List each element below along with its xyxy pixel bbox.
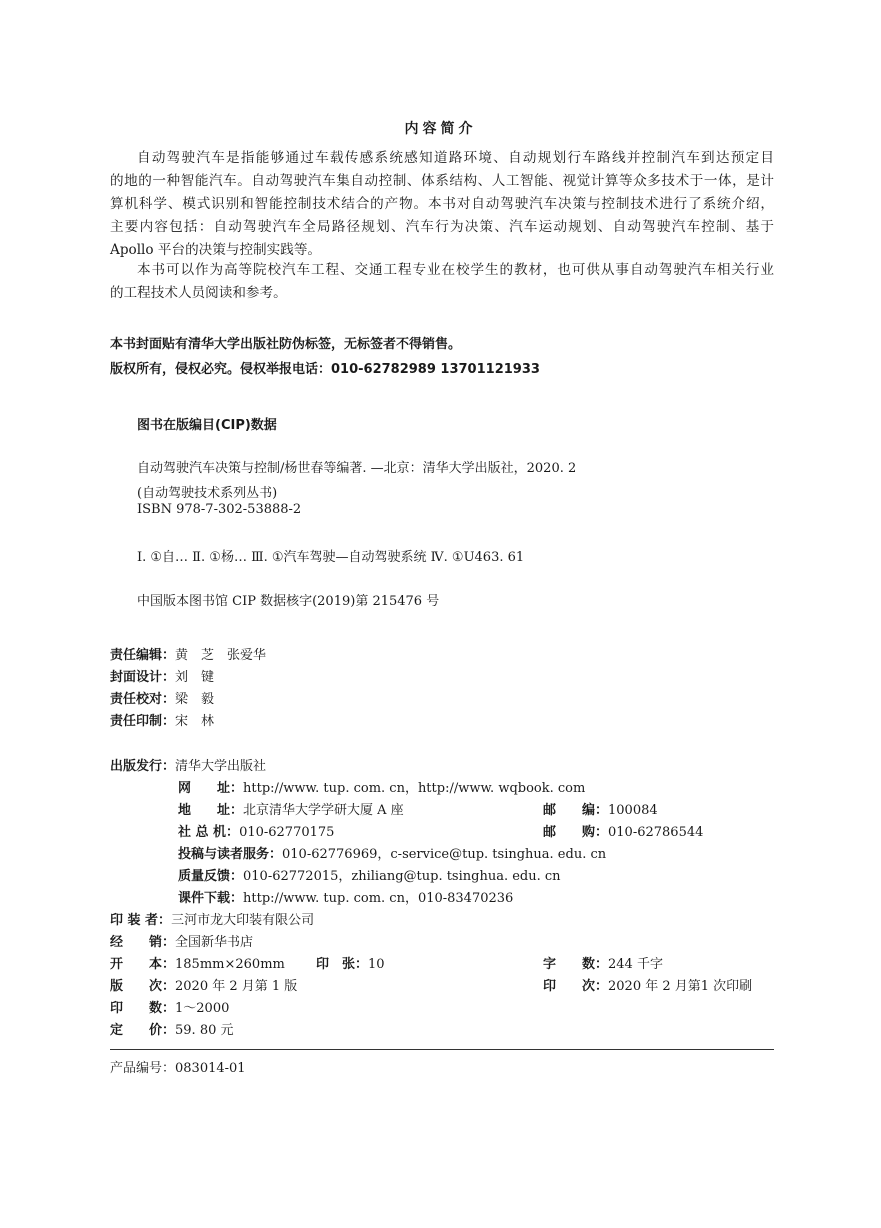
summary-line: 的地的一种智能汽车。自动驾驶汽车集自动控制、体系结构、人工智能、视觉计算等众多技术于一体，是计 [110,173,774,189]
submission-row [178,843,606,862]
publisher-name: 清华大学出版社 [175,759,267,774]
impression-value: 2020 年 2 月第1 次印刷 [608,979,753,994]
courseware-value: http://www. tup. com. cn，010-83470236 [243,891,514,906]
cip-heading: 图书在版编目(CIP)数据 [137,418,277,433]
product-code-value: 083014-01 [175,1061,246,1076]
printer-value: 三河市龙大印装有限公司 [171,913,315,928]
words-value: 244 千字 [608,957,663,972]
copyright-notice: 版权所有，侵权必究。侵权举报电话：010-62782989 13701121933 [110,362,540,377]
summary-line: Apollo 平台的决策与控制实践等。 [110,242,322,258]
summary-paragraph-1 [110,147,774,262]
credit-row [110,688,214,707]
postcode-label: 邮 编： [543,803,609,818]
feedback-value: 010-62772015，zhiliang@tup. tsinghua. edu. cn [243,869,561,884]
words-row [543,953,663,972]
address-label: 地 址： [178,803,244,818]
credit-value: 刘 键 [175,670,215,685]
credit-label: 封面设计： [110,670,176,685]
edition-value: 2020 年 2 月第 1 版 [175,979,298,994]
edition-label: 版 次： [110,979,176,994]
address-row [178,799,404,818]
format-value: 185mm×260mm [175,957,285,972]
cip-entry: 自动驾驶汽车决策与控制/杨世春等编著. —北京：清华大学出版社，2020. 2 [137,461,577,476]
summary-line: 本书可以作为高等院校汽车工程、交通工程专业在校学生的教材，也可供从事自动驾驶汽车相关行业 [137,262,774,278]
cip-isbn: ISBN 978-7-302-53888-2 [137,502,302,517]
feedback-row [178,865,561,884]
credit-row [110,644,266,663]
mail-order-value: 010-62786544 [608,825,704,840]
switchboard-value: 010-62770175 [239,825,335,840]
edition-row [110,975,297,994]
divider-line [110,1049,774,1050]
summary-line: 的工程技术人员阅读和参考。 [110,285,287,301]
address-value: 北京清华大学学研大厦 A 座 [243,803,404,818]
cip-library-record: 中国版本图书馆 CIP 数据核字(2019)第 215476 号 [137,594,440,609]
summary-line: 自动驾驶汽车是指能够通过车载传感系统感知道路环境、自动规划行车路线并控制汽车到达预定目 [137,150,774,166]
printer-label: 印 装 者： [110,913,172,928]
print-run-value: 1～2000 [175,1001,230,1016]
credit-label: 责任校对： [110,692,176,707]
switchboard-label: 社 总 机： [178,825,240,840]
feedback-label: 质量反馈： [178,869,244,884]
credit-value: 黄 芝 张爱华 [175,648,267,663]
distributor-row [110,931,253,950]
credit-row [110,710,214,729]
credit-label: 责任印制： [110,714,176,729]
printer-row [110,909,314,928]
price-label: 定 价： [110,1023,176,1038]
publisher-label: 出版发行： [110,759,176,774]
courseware-label: 课件下载： [178,891,244,906]
mail-order-label: 邮 购： [543,825,609,840]
submission-label: 投稿与读者服务： [178,847,283,862]
cip-classification: Ⅰ. ①自… Ⅱ. ①杨… Ⅲ. ①汽车驾驶—自动驾驶系统 Ⅳ. ①U463. 61 [137,550,525,565]
summary-line: 算机科学、模式识别和智能控制技术结合的产物。本书对自动驾驶汽车决策与控制技术进行了系统介绍， [110,196,774,212]
switchboard-row [178,821,334,840]
anti-counterfeit-notice: 本书封面贴有清华大学出版社防伪标签，无标签者不得销售。 [110,337,462,352]
website-row [178,777,585,796]
sheets-label: 印 张： [316,957,369,972]
courseware-row [178,887,513,906]
credit-label: 责任编辑： [110,648,176,663]
format-row [110,953,285,972]
cip-series: (自动驾驶技术系列丛书) [137,486,278,501]
distributor-label: 经 销： [110,935,176,950]
credit-row [110,666,214,685]
credit-value: 宋 林 [175,714,215,729]
price-value: 59. 80 元 [175,1023,234,1038]
sheets-row [316,953,385,972]
postcode-row [543,799,658,818]
price-row [110,1019,234,1038]
summary-title: 内容简介 [404,121,477,137]
impression-row [543,975,752,994]
format-label: 开 本： [110,957,176,972]
submission-value: 010-62776969，c-service@tup. tsinghua. edu. cn [282,847,607,862]
print-run-row [110,997,229,1016]
sheets-value: 10 [368,957,385,972]
website-label: 网 址： [178,781,244,796]
publisher-row [110,755,266,774]
words-label: 字 数： [543,957,609,972]
credit-value: 梁 毅 [175,692,215,707]
website-value: http://www. tup. com. cn，http://www. wqbook. com [243,781,586,796]
mail-order-row [543,821,703,840]
product-code-label: 产品编号： [110,1061,176,1076]
summary-paragraph-2 [110,259,774,305]
impression-label: 印 次： [543,979,609,994]
summary-line: 主要内容包括：自动驾驶汽车全局路径规划、汽车行为决策、汽车运动规划、自动驾驶汽车控制、基于 [110,219,774,235]
print-run-label: 印 数： [110,1001,176,1016]
product-code-row [110,1057,246,1076]
postcode-value: 100084 [608,803,658,818]
distributor-value: 全国新华书店 [175,935,254,950]
